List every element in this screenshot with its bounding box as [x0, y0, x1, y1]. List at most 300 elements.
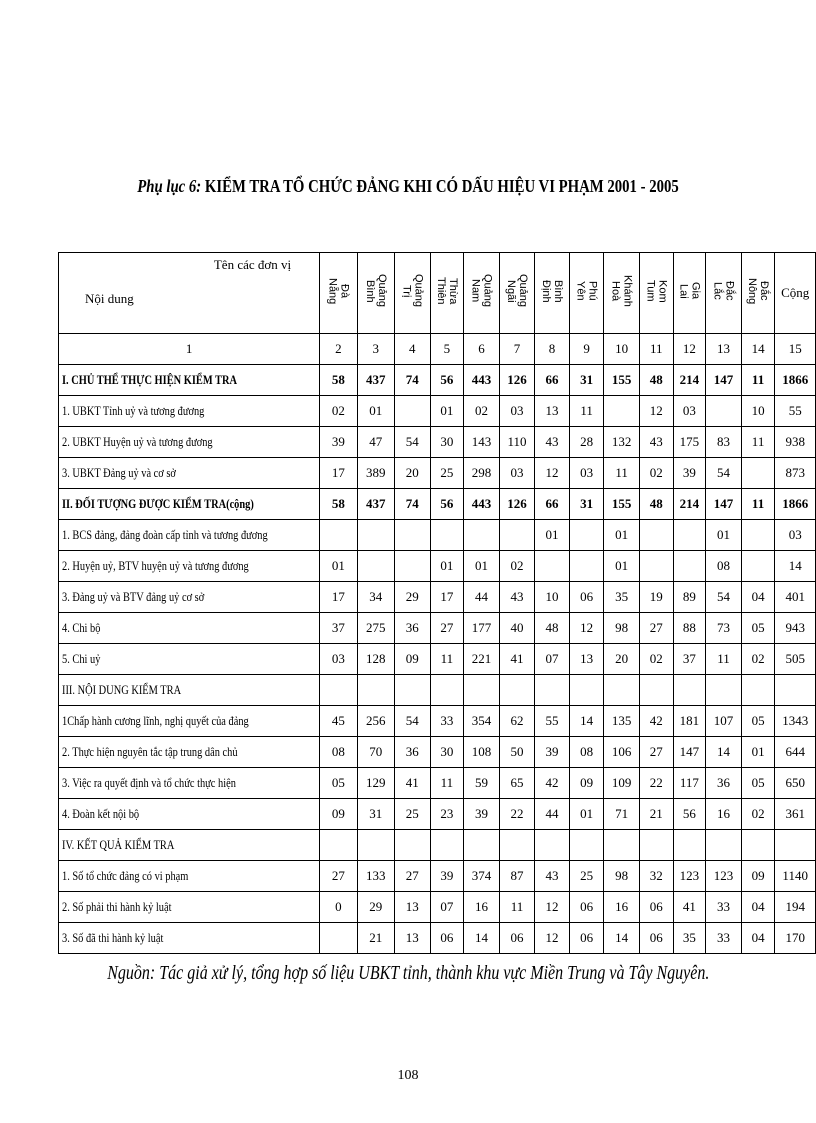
table-cell: 34	[357, 582, 394, 613]
table-cell: 23	[430, 799, 464, 830]
table-cell: 27	[320, 861, 357, 892]
title-prefix: Phụ lục 6:	[137, 176, 202, 196]
table-cell: 505	[775, 644, 816, 675]
table-cell: 58	[320, 489, 357, 520]
table-cell: 07	[430, 892, 464, 923]
table-cell: 30	[430, 737, 464, 768]
table-cell: 16	[706, 799, 742, 830]
row-label-cell	[59, 923, 320, 954]
table-cell: 37	[673, 644, 706, 675]
table-cell: 938	[775, 427, 816, 458]
table-cell: 66	[535, 365, 570, 396]
unit-header-label: Khánh Hoà	[609, 275, 634, 307]
table-cell: 133	[357, 861, 394, 892]
table-cell: 74	[395, 489, 431, 520]
corner-header-cell	[59, 253, 320, 334]
row-label: 3. Đảng uỷ và BTV đảng uỷ cơ sở	[62, 589, 205, 604]
row-label: II. ĐỐI TƯỢNG ĐƯỢC KIỂM TRA(cộng)	[62, 496, 254, 511]
table-row	[59, 892, 816, 923]
table-cell	[775, 675, 816, 706]
table-cell: 11	[430, 768, 464, 799]
table-cell: 155	[604, 489, 640, 520]
row-label-cell	[59, 830, 320, 861]
corner-bottom-label: Nội dung	[85, 291, 134, 306]
table-row	[59, 706, 816, 737]
table-cell	[535, 675, 570, 706]
table-cell: 11	[430, 644, 464, 675]
unit-header-cell	[320, 253, 357, 334]
table-cell: 01	[741, 737, 775, 768]
table-cell: 644	[775, 737, 816, 768]
unit-header-cell	[569, 253, 604, 334]
page-title	[73, 176, 742, 197]
unit-header-label: Quảng Trị	[400, 274, 425, 308]
table-cell: 01	[430, 396, 464, 427]
table-cell: 11	[706, 644, 742, 675]
table-row	[59, 489, 816, 520]
table-cell: 03	[499, 458, 535, 489]
unit-header-label: Bình Định	[540, 279, 565, 303]
table-cell: 20	[395, 458, 431, 489]
page-number: 108	[397, 1068, 419, 1083]
table-cell: 443	[464, 489, 500, 520]
table-cell: 128	[357, 644, 394, 675]
table-cell: 06	[569, 923, 604, 954]
table-cell: 36	[395, 613, 431, 644]
table-cell: 108	[464, 737, 500, 768]
table-cell: 42	[535, 768, 570, 799]
title-text: KIỂM TRA TỔ CHỨC ĐẢNG KHI CÓ DẤU HIỆU VI PHẠM 2001 - 2005	[204, 176, 679, 196]
unit-header-label: Đắc Nông	[746, 277, 771, 305]
row-label: I. CHỦ THỂ THỰC HIỆN KIỂM TRA	[62, 372, 238, 387]
table-cell: 06	[569, 892, 604, 923]
row-label-cell	[59, 427, 320, 458]
table-cell: 177	[464, 613, 500, 644]
table-cell: 70	[357, 737, 394, 768]
table-cell: 39	[535, 737, 570, 768]
table-cell: 13	[535, 396, 570, 427]
table-cell: 25	[430, 458, 464, 489]
table-cell	[357, 520, 394, 551]
table-cell: 35	[673, 923, 706, 954]
table-cell: 17	[320, 458, 357, 489]
table-cell: 12	[535, 892, 570, 923]
table-cell: 43	[499, 582, 535, 613]
table-cell: 1866	[775, 489, 816, 520]
row-label: 4. Chi bộ	[62, 620, 101, 635]
table-cell: 05	[741, 768, 775, 799]
table-cell	[357, 830, 394, 861]
table-cell	[569, 551, 604, 582]
table-cell: 12	[569, 613, 604, 644]
table-cell	[604, 396, 640, 427]
table-cell: 13	[395, 923, 431, 954]
table-row	[59, 799, 816, 830]
table-cell: 170	[775, 923, 816, 954]
unit-header-cell	[395, 253, 431, 334]
table-cell	[464, 675, 500, 706]
table-cell	[741, 675, 775, 706]
table-cell: 11	[741, 427, 775, 458]
table-cell: 110	[499, 427, 535, 458]
table-cell	[320, 675, 357, 706]
table-cell: 09	[395, 644, 431, 675]
table-cell	[569, 830, 604, 861]
row-label-cell	[59, 768, 320, 799]
table-cell	[639, 830, 673, 861]
table-cell	[320, 520, 357, 551]
table-cell	[639, 675, 673, 706]
table-cell: 65	[499, 768, 535, 799]
table-cell: 01	[464, 551, 500, 582]
table-cell: 1343	[775, 706, 816, 737]
table-cell: 873	[775, 458, 816, 489]
row-label-cell	[59, 706, 320, 737]
table-cell: 443	[464, 365, 500, 396]
table-cell: 1140	[775, 861, 816, 892]
table-cell: 135	[604, 706, 640, 737]
table-cell: 354	[464, 706, 500, 737]
table-cell	[430, 830, 464, 861]
column-number-cell: 2	[320, 334, 357, 365]
unit-header-cell	[464, 253, 500, 334]
table-cell: 12	[639, 396, 673, 427]
table-cell: 19	[639, 582, 673, 613]
table-cell	[430, 520, 464, 551]
table-cell	[673, 520, 706, 551]
unit-header-label: Đà Nẵng	[326, 277, 351, 305]
table-cell: 22	[499, 799, 535, 830]
table-cell: 44	[464, 582, 500, 613]
table-cell: 98	[604, 861, 640, 892]
table-cell	[569, 675, 604, 706]
table-cell	[499, 830, 535, 861]
table-cell: 32	[639, 861, 673, 892]
table-cell: 147	[673, 737, 706, 768]
table-cell: 17	[320, 582, 357, 613]
table-cell	[395, 551, 431, 582]
table-cell: 08	[320, 737, 357, 768]
table-cell: 25	[569, 861, 604, 892]
table-cell: 56	[673, 799, 706, 830]
table-cell: 01	[430, 551, 464, 582]
table-cell: 221	[464, 644, 500, 675]
table-cell: 04	[741, 923, 775, 954]
table-cell	[604, 830, 640, 861]
table-cell: 13	[395, 892, 431, 923]
table-cell: 39	[430, 861, 464, 892]
total-header-label: Cộng	[781, 285, 810, 300]
table-cell: 147	[706, 489, 742, 520]
table-cell: 03	[775, 520, 816, 551]
table-cell: 05	[741, 706, 775, 737]
table-cell: 123	[706, 861, 742, 892]
row-label: 2. Số phải thi hành kỷ luật	[62, 899, 172, 914]
row-label-cell	[59, 799, 320, 830]
table-cell: 36	[395, 737, 431, 768]
table-cell: 21	[639, 799, 673, 830]
table-cell: 54	[395, 706, 431, 737]
table-cell: 129	[357, 768, 394, 799]
table-cell	[706, 675, 742, 706]
table-cell: 650	[775, 768, 816, 799]
table-cell: 17	[430, 582, 464, 613]
table-cell: 37	[320, 613, 357, 644]
row-label: 3. Việc ra quyết định và tổ chức thực hiện	[62, 775, 236, 790]
table-cell	[604, 675, 640, 706]
table-cell	[775, 830, 816, 861]
table-cell: 0	[320, 892, 357, 923]
table-cell: 83	[706, 427, 742, 458]
table-cell: 147	[706, 365, 742, 396]
table-cell: 20	[604, 644, 640, 675]
table-cell: 214	[673, 489, 706, 520]
column-number-cell: 4	[395, 334, 431, 365]
table-row	[59, 613, 816, 644]
table-cell: 43	[535, 427, 570, 458]
table-row	[59, 768, 816, 799]
total-header-cell	[775, 253, 816, 334]
table-cell: 02	[464, 396, 500, 427]
table-cell: 02	[639, 644, 673, 675]
row-label: 4. Đoàn kết nội bộ	[62, 806, 140, 821]
header-row	[59, 253, 816, 334]
unit-header-cell	[706, 253, 742, 334]
table-row	[59, 582, 816, 613]
column-number-cell: 3	[357, 334, 394, 365]
column-number-cell: 13	[706, 334, 742, 365]
table-cell: 02	[639, 458, 673, 489]
table-row	[59, 923, 816, 954]
table-cell: 27	[430, 613, 464, 644]
table-cell: 181	[673, 706, 706, 737]
row-label: 3. Số đã thi hành kỷ luật	[62, 930, 164, 945]
table-cell: 132	[604, 427, 640, 458]
row-label-cell	[59, 365, 320, 396]
table-cell: 03	[499, 396, 535, 427]
table-cell: 123	[673, 861, 706, 892]
table-cell: 04	[741, 892, 775, 923]
table-cell	[741, 551, 775, 582]
table-cell: 14	[706, 737, 742, 768]
table-cell: 04	[741, 582, 775, 613]
table-cell	[499, 675, 535, 706]
table-cell	[395, 675, 431, 706]
table-cell: 109	[604, 768, 640, 799]
row-label: 5. Chi uỷ	[62, 651, 101, 666]
row-label-cell	[59, 520, 320, 551]
table-cell: 39	[464, 799, 500, 830]
table-cell: 30	[430, 427, 464, 458]
table-cell	[706, 830, 742, 861]
table-cell	[706, 396, 742, 427]
table-cell: 07	[535, 644, 570, 675]
table-cell	[430, 675, 464, 706]
table-cell	[639, 551, 673, 582]
table-cell: 06	[499, 923, 535, 954]
table-row	[59, 644, 816, 675]
unit-header-label: Phú Yên	[574, 281, 599, 301]
table-cell: 44	[535, 799, 570, 830]
table-cell: 29	[357, 892, 394, 923]
unit-header-label: Kom Tum	[644, 279, 669, 303]
table-cell: 74	[395, 365, 431, 396]
table-cell: 88	[673, 613, 706, 644]
table-row	[59, 396, 816, 427]
table-cell: 02	[741, 799, 775, 830]
column-number-cell: 1	[59, 334, 320, 365]
row-label-cell	[59, 582, 320, 613]
table-cell: 29	[395, 582, 431, 613]
table-cell: 48	[639, 365, 673, 396]
table-cell: 275	[357, 613, 394, 644]
table-cell: 01	[320, 551, 357, 582]
table-cell: 374	[464, 861, 500, 892]
unit-header-cell	[673, 253, 706, 334]
data-table	[58, 252, 816, 954]
row-label: 2. Huyện uỷ, BTV huyện uỷ và tương đương	[62, 558, 249, 573]
table-cell: 36	[706, 768, 742, 799]
table-cell: 11	[604, 458, 640, 489]
table-cell	[673, 551, 706, 582]
table-cell	[673, 675, 706, 706]
table-cell: 389	[357, 458, 394, 489]
row-label-cell	[59, 675, 320, 706]
table-cell: 27	[395, 861, 431, 892]
table-cell: 401	[775, 582, 816, 613]
table-cell: 59	[464, 768, 500, 799]
table-cell: 126	[499, 489, 535, 520]
table-cell: 41	[395, 768, 431, 799]
table-row	[59, 551, 816, 582]
column-number-cell: 10	[604, 334, 640, 365]
table-cell: 45	[320, 706, 357, 737]
table-cell: 54	[395, 427, 431, 458]
row-label: 2. UBKT Huyện uỷ và tương đương	[62, 434, 213, 449]
table-cell: 437	[357, 365, 394, 396]
table-cell: 89	[673, 582, 706, 613]
table-cell: 55	[775, 396, 816, 427]
source-text: Nguồn: Tác giả xử lý, tổng hợp số liệu UBKT tỉnh, thành khu vực Miền Trung và Tây Nguyên.	[106, 962, 710, 984]
table-cell: 943	[775, 613, 816, 644]
unit-header-label: Quảng Nam	[469, 274, 494, 308]
table-cell: 02	[499, 551, 535, 582]
table-cell	[535, 830, 570, 861]
table-cell: 27	[639, 737, 673, 768]
table-cell: 50	[499, 737, 535, 768]
table-cell: 11	[499, 892, 535, 923]
table-cell: 09	[569, 768, 604, 799]
table-cell: 107	[706, 706, 742, 737]
table-cell: 02	[741, 644, 775, 675]
table-cell: 03	[673, 396, 706, 427]
table-cell: 126	[499, 365, 535, 396]
table-cell: 73	[706, 613, 742, 644]
table-cell	[673, 830, 706, 861]
table-cell: 47	[357, 427, 394, 458]
column-number-cell: 8	[535, 334, 570, 365]
table-cell: 08	[569, 737, 604, 768]
table-cell: 117	[673, 768, 706, 799]
table-cell: 05	[741, 613, 775, 644]
table-cell: 22	[639, 768, 673, 799]
row-label: III. NỘI DUNG KIỂM TRA	[62, 682, 182, 697]
unit-header-cell	[535, 253, 570, 334]
table-cell: 58	[320, 365, 357, 396]
table-row	[59, 427, 816, 458]
table-cell: 13	[569, 644, 604, 675]
table-cell	[639, 520, 673, 551]
table-cell	[320, 830, 357, 861]
column-number-row	[59, 334, 816, 365]
table-cell	[464, 830, 500, 861]
table-row	[59, 458, 816, 489]
table-row	[59, 520, 816, 551]
row-label: 1. Số tổ chức đảng có vi phạm	[62, 868, 189, 883]
column-number-cell: 12	[673, 334, 706, 365]
table-cell: 09	[320, 799, 357, 830]
column-number-cell: 11	[639, 334, 673, 365]
table-cell: 11	[741, 365, 775, 396]
table-cell: 01	[604, 551, 640, 582]
corner-top-label: Tên các đơn vị	[213, 257, 292, 272]
table-cell	[464, 520, 500, 551]
table-cell: 06	[639, 923, 673, 954]
table-cell: 40	[499, 613, 535, 644]
table-cell	[395, 396, 431, 427]
unit-header-cell	[639, 253, 673, 334]
table-cell: 14	[569, 706, 604, 737]
table-cell: 48	[639, 489, 673, 520]
row-label-cell	[59, 861, 320, 892]
table-cell	[741, 830, 775, 861]
table-cell: 16	[464, 892, 500, 923]
unit-header-cell	[357, 253, 394, 334]
table-cell: 27	[639, 613, 673, 644]
table-cell: 31	[569, 365, 604, 396]
table-cell: 11	[741, 489, 775, 520]
unit-header-cell	[741, 253, 775, 334]
table-cell	[569, 520, 604, 551]
table-cell: 42	[639, 706, 673, 737]
unit-header-cell	[499, 253, 535, 334]
column-number-cell: 5	[430, 334, 464, 365]
table-cell: 08	[706, 551, 742, 582]
table-cell: 12	[535, 458, 570, 489]
row-label-cell	[59, 737, 320, 768]
table-cell: 54	[706, 582, 742, 613]
row-label-cell	[59, 396, 320, 427]
table-cell: 12	[535, 923, 570, 954]
table-row	[59, 675, 816, 706]
table-cell: 14	[604, 923, 640, 954]
table-row	[59, 737, 816, 768]
table-cell	[499, 520, 535, 551]
table-cell: 03	[569, 458, 604, 489]
table-cell: 14	[464, 923, 500, 954]
table-cell: 361	[775, 799, 816, 830]
table-cell	[395, 520, 431, 551]
table-cell: 56	[430, 489, 464, 520]
table-cell	[320, 923, 357, 954]
table-cell: 33	[430, 706, 464, 737]
unit-header-cell	[604, 253, 640, 334]
table-cell: 66	[535, 489, 570, 520]
table-cell: 09	[741, 861, 775, 892]
table-cell: 71	[604, 799, 640, 830]
table-cell: 43	[639, 427, 673, 458]
row-label-cell	[59, 613, 320, 644]
